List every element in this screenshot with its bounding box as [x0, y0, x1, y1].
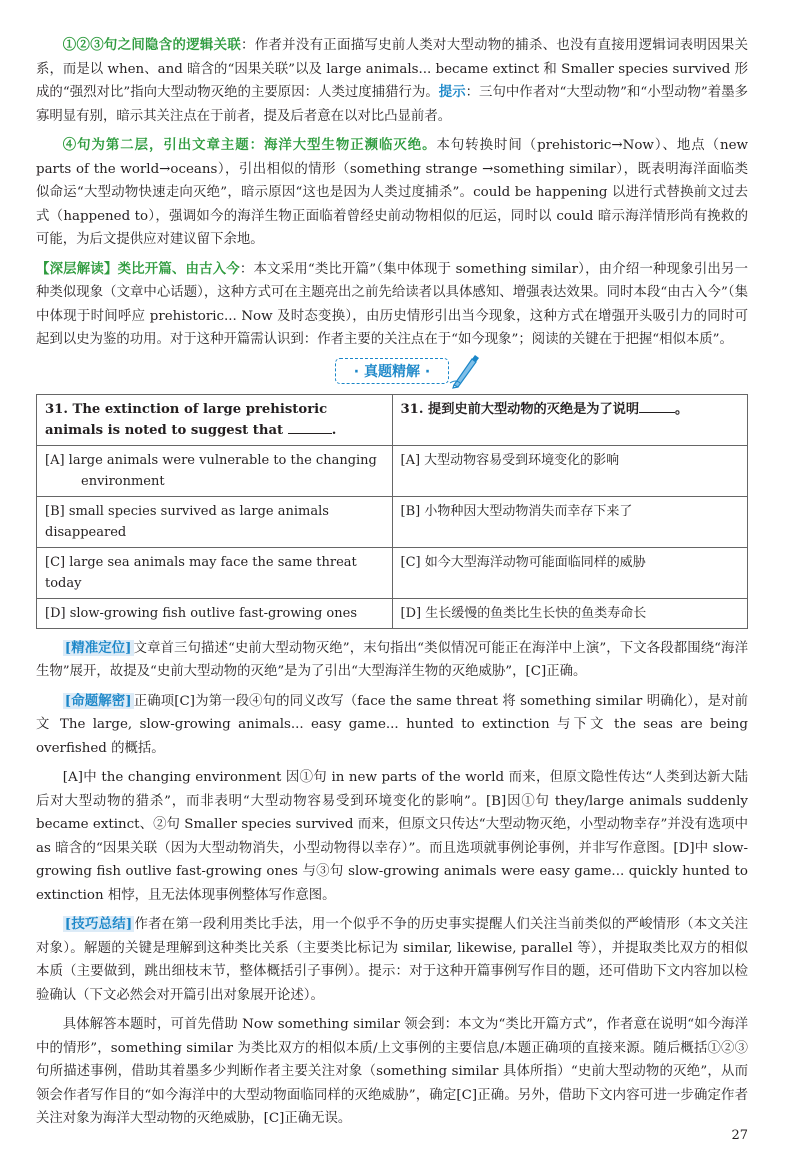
pen-icon [448, 353, 482, 389]
precise-location-text: 文章首三句描述“史前大型动物灭绝”，末句指出“类似情况可能正在海洋中上演”，下文各段都围绕“海洋生物”展开，故提及“史前大型动物的灭绝”是为了引出“大型海洋生物的灭绝威胁”，[C]正确。 [36, 640, 748, 679]
option-c-cn-text: [C] 如今大型海洋动物可能面临同样的威胁 [400, 554, 646, 570]
option-a-en [37, 445, 393, 496]
deep-reading-subtitle: 类比开篇、由古入今 [117, 260, 240, 277]
answer-blank-en [288, 421, 332, 434]
option-b-en [37, 496, 393, 547]
intro-paragraph-2-text: 本句转换时间（prehistoric→Now）、地点（new parts of the world→oceans），引出相似的情形（something strange →something similar），既表明海洋面临类似命运“大型动物快速走向灭绝”，暗示原因“这也是因为人类过度捕杀”。could be happening 以进行式替换前文过去式（happened to），强调如今的海洋生物正面临着曾经史前动物相似的厄运，同时以 could 暗示海洋情形尚有挽救的可能，为后文提供应对建议留下余地。 [36, 138, 749, 247]
question-decode-text: 正确项[C]为第一段④句的同义改写（face the same threat 将 something similar 明确化），是对前文 The large, slow-growing animals... easy game... hunted to extinction 与下文 the seas are being overfished 的概括。 [36, 693, 748, 756]
precise-location-label: [精准定位] [64, 639, 132, 656]
option-row [37, 598, 748, 628]
section-banner [36, 358, 748, 386]
section-banner-box [335, 358, 449, 384]
option-a-cn-text: [A] 大型动物容易受到环境变化的影响 [400, 452, 620, 468]
distractor-analysis-paragraph: [A]中 the changing environment 因①句 in new parts of the world 而来，但原文隐性传达“人类到达新大陆后对大型动物的猎杀”，而非表明“大型动物容易受到环境变化的影响”。[B]因①句 they/large animals suddenly became extinct、②句 Smaller species survived 而来，但原文只传达“大型动物灭绝，小型动物幸存”并没有选项中 as 暗含的“因果关联（因为大型动物消失，小型动物得以幸存）”。而且选项就事例论事例，并非写作意图。[D]中 slow-growing fish outlive fast-growing ones 与③句 slow-growing animals were easy game... quickly hunted to extinction 相悖，且无法体现事例整体写作意图。 [36, 770, 748, 903]
precise-location-paragraph [36, 637, 748, 684]
option-c-cn [392, 547, 748, 598]
question-stem-row [37, 394, 748, 445]
option-c-en [37, 547, 393, 598]
option-b-cn-text: [B] 小物种因大型动物消失而幸存下来了 [400, 503, 633, 519]
question-stem-en: 31. The extinction of large prehistoric animals is noted to suggest that . [37, 394, 393, 445]
logic-link-label: ①②③句之间隐含的逻辑关联 [62, 37, 242, 53]
option-b-cn [392, 496, 748, 547]
technique-summary-label: [技巧总结] [64, 916, 133, 932]
option-a-cn [392, 445, 748, 496]
question-decode-paragraph [36, 690, 748, 761]
answer-blank-cn [639, 400, 675, 413]
question-stem-en-text: 31. The extinction of large prehistoric animals is noted to suggest that [45, 401, 328, 438]
option-d-en-text: [D] slow-growing fish outlive fast-growing ones [45, 605, 357, 621]
option-a-en-text: [A] large animals were vulnerable to the changing environment [45, 452, 377, 489]
sentence-4-label: ④句为第二层，引出文章主题：海洋大型生物正濒临灭绝。 [62, 137, 437, 153]
question-stem-cn-end: 。 [675, 401, 689, 417]
option-d-cn [392, 598, 748, 628]
option-d-en [37, 598, 393, 628]
section-banner-title: · 真题精解 · [353, 363, 431, 380]
option-row [37, 445, 748, 496]
question-table [36, 394, 748, 629]
question-stem-cn-text: 31. 提到史前大型动物的灭绝是为了说明 [400, 401, 640, 417]
question-decode-label: [命题解密] [64, 692, 132, 709]
technique-summary-text: 作者在第一段利用类比手法，用一个似乎不争的历史事实提醒人们关注当前类似的严峻情形（本文关注对象）。解题的关键是理解到这种类比关系（主要类比标记为 similar, likewise, parallel 等），并提取类比双方的相似本质（主要做到，跳出细枝末节，整体概括引子事例）。提示：对于这种开篇事例写作目的题，还可借助下文内容加以检验确认（下文必然会对开篇引出对象展开论述）。 [36, 917, 749, 1003]
page-content [36, 34, 748, 1137]
page-number: 27 [731, 1128, 748, 1143]
option-c-en-text: [C] large sea animals may face the same threat today [45, 554, 357, 591]
option-b-en-text: [B] small species survived as large animals disappeared [45, 503, 329, 540]
deep-reading-text: ：本文采用“类比开篇”（集中体现于 something similar），由介绍一种现象引出另一种类似现象（文章中心话题），这种方式可在主题亮出之前先给读者以具体感知、增强表达效果。同时本段“由古入今”（集中体现于时间呼应 prehistoric... Now 及时态变换），由历史情形引出当今现象，这种方式在增强开头吸引力的同时可起到以史为鉴的功用。对于这种开篇需认识到：作者主要的关注点在于“如今现象”；阅读的关键在于把握“相似本质”。 [36, 261, 748, 347]
technique-summary-paragraph [36, 913, 748, 1007]
tip-label: 提示 [438, 84, 466, 100]
deep-reading-paragraph [36, 258, 748, 352]
option-row [37, 496, 748, 547]
option-row [37, 547, 748, 598]
intro-paragraph-2 [36, 134, 748, 252]
tip-text: ：三句中作者对“大型动物”和“小型动物”着墨多寡明显有别，暗示其关注点在于前者，提及后者意在以对比凸显前者。 [36, 85, 748, 124]
intro-paragraph-1 [36, 34, 748, 128]
question-stem-cn [392, 394, 748, 445]
solution-paragraph: 具体解答本题时，可首先借助 Now something similar 领会到：本文为“类比开篇方式”，作者意在说明“如今海洋中的情形”，something similar 为类比双方的相似本质/上文事例的主要信息/本题正确项的直接来源。随后概括①②③句所描述事例，借助其着墨多少判断作者主要关注对象（something similar 具体所指）“史前大型动物的灭绝”，从而领会作者写作目的“如今海洋中的大型动物面临同样的灭绝威胁”，确定[C]正确。另外，借助下文内容可进一步确定作者关注对象为海洋大型动物的灭绝威胁，[C]正确无误。 [36, 1017, 748, 1126]
option-d-cn-text: [D] 生长缓慢的鱼类比生长快的鱼类寿命长 [400, 605, 647, 621]
deep-reading-label: 【深层解读】 [36, 260, 118, 277]
intro-paragraph-1-text: ：作者并没有正面描写史前人类对大型动物的捕杀、也没有直接用逻辑词表明因果关系，而是以 when、and 暗含的“因果关联”以及 large animals... became extinct 和 Smaller species survived 形成的“强烈对比”指向大型动物灭绝的主要原因：人类过度捕猎行为。 [36, 38, 749, 100]
